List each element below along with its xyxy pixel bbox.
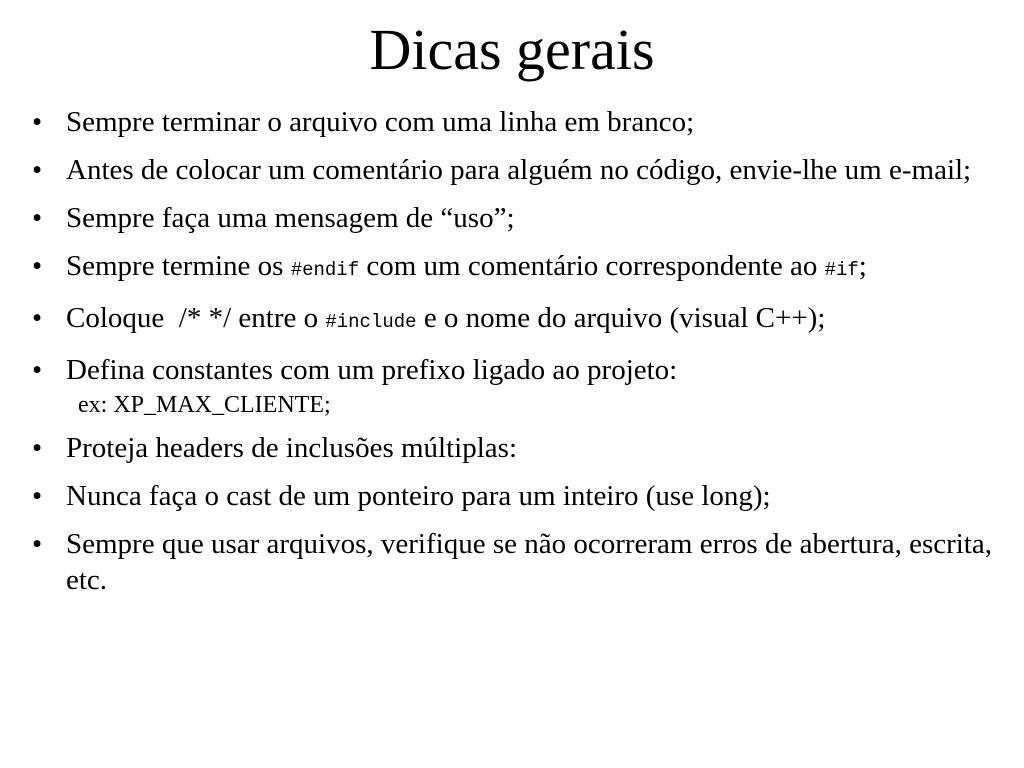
slide-title: Dicas gerais [369, 17, 655, 82]
bullet-text: Sempre faça uma mensagem de “uso”; [66, 202, 515, 234]
bullet-text [66, 250, 867, 282]
bullet-text: Proteja headers de inclusões múltiplas: [66, 432, 518, 464]
bullet-item [32, 104, 992, 140]
bullet-text: Sempre terminar o arquivo com uma linha em branco; [66, 106, 695, 138]
bullet-item [32, 526, 992, 598]
code-endif: #endif [290, 259, 360, 281]
text-segment: Sempre termine os [66, 250, 291, 282]
bullet-item [32, 300, 992, 340]
bullet-text: Defina constantes com um prefixo ligado ao projeto: [66, 354, 678, 386]
bullet-list [32, 104, 992, 610]
bullet-text: Sempre que usar arquivos, verifique se não ocorreram erros de abertura, escrita, etc. [66, 528, 992, 596]
bullet-item [32, 478, 992, 514]
bullet-item [32, 200, 992, 236]
bullet-icon: • [32, 528, 43, 560]
bullet-icon: • [32, 480, 43, 512]
bullet-text: Antes de colocar um comentário para alguém no código, envie-lhe um e-mail; [66, 154, 972, 186]
code-include: #include [325, 311, 417, 333]
bullet-text [66, 302, 825, 334]
text-segment: com um comentário correspondente ao [359, 250, 825, 282]
bullet-icon: • [32, 106, 43, 138]
bullet-icon: • [32, 202, 43, 234]
bullet-item [32, 352, 992, 388]
bullet-item [32, 152, 992, 188]
bullet-icon: • [32, 354, 43, 386]
bullet-text: Nunca faça o cast de um ponteiro para um inteiro (use long); [66, 480, 771, 512]
text-segment: Coloque /* */ entre o [66, 302, 326, 334]
text-segment: ; [858, 250, 867, 282]
bullet-icon: • [32, 154, 43, 186]
bullet-icon: • [32, 302, 43, 334]
bullet-icon: • [32, 432, 43, 464]
sub-item-example: ex: XP_MAX_CLIENTE; [78, 392, 331, 418]
bullet-item [32, 430, 992, 466]
bullet-icon: • [32, 250, 43, 282]
bullet-item [32, 248, 992, 288]
code-if: #if [824, 259, 859, 281]
text-segment: e o nome do arquivo (visual C++); [416, 302, 826, 334]
